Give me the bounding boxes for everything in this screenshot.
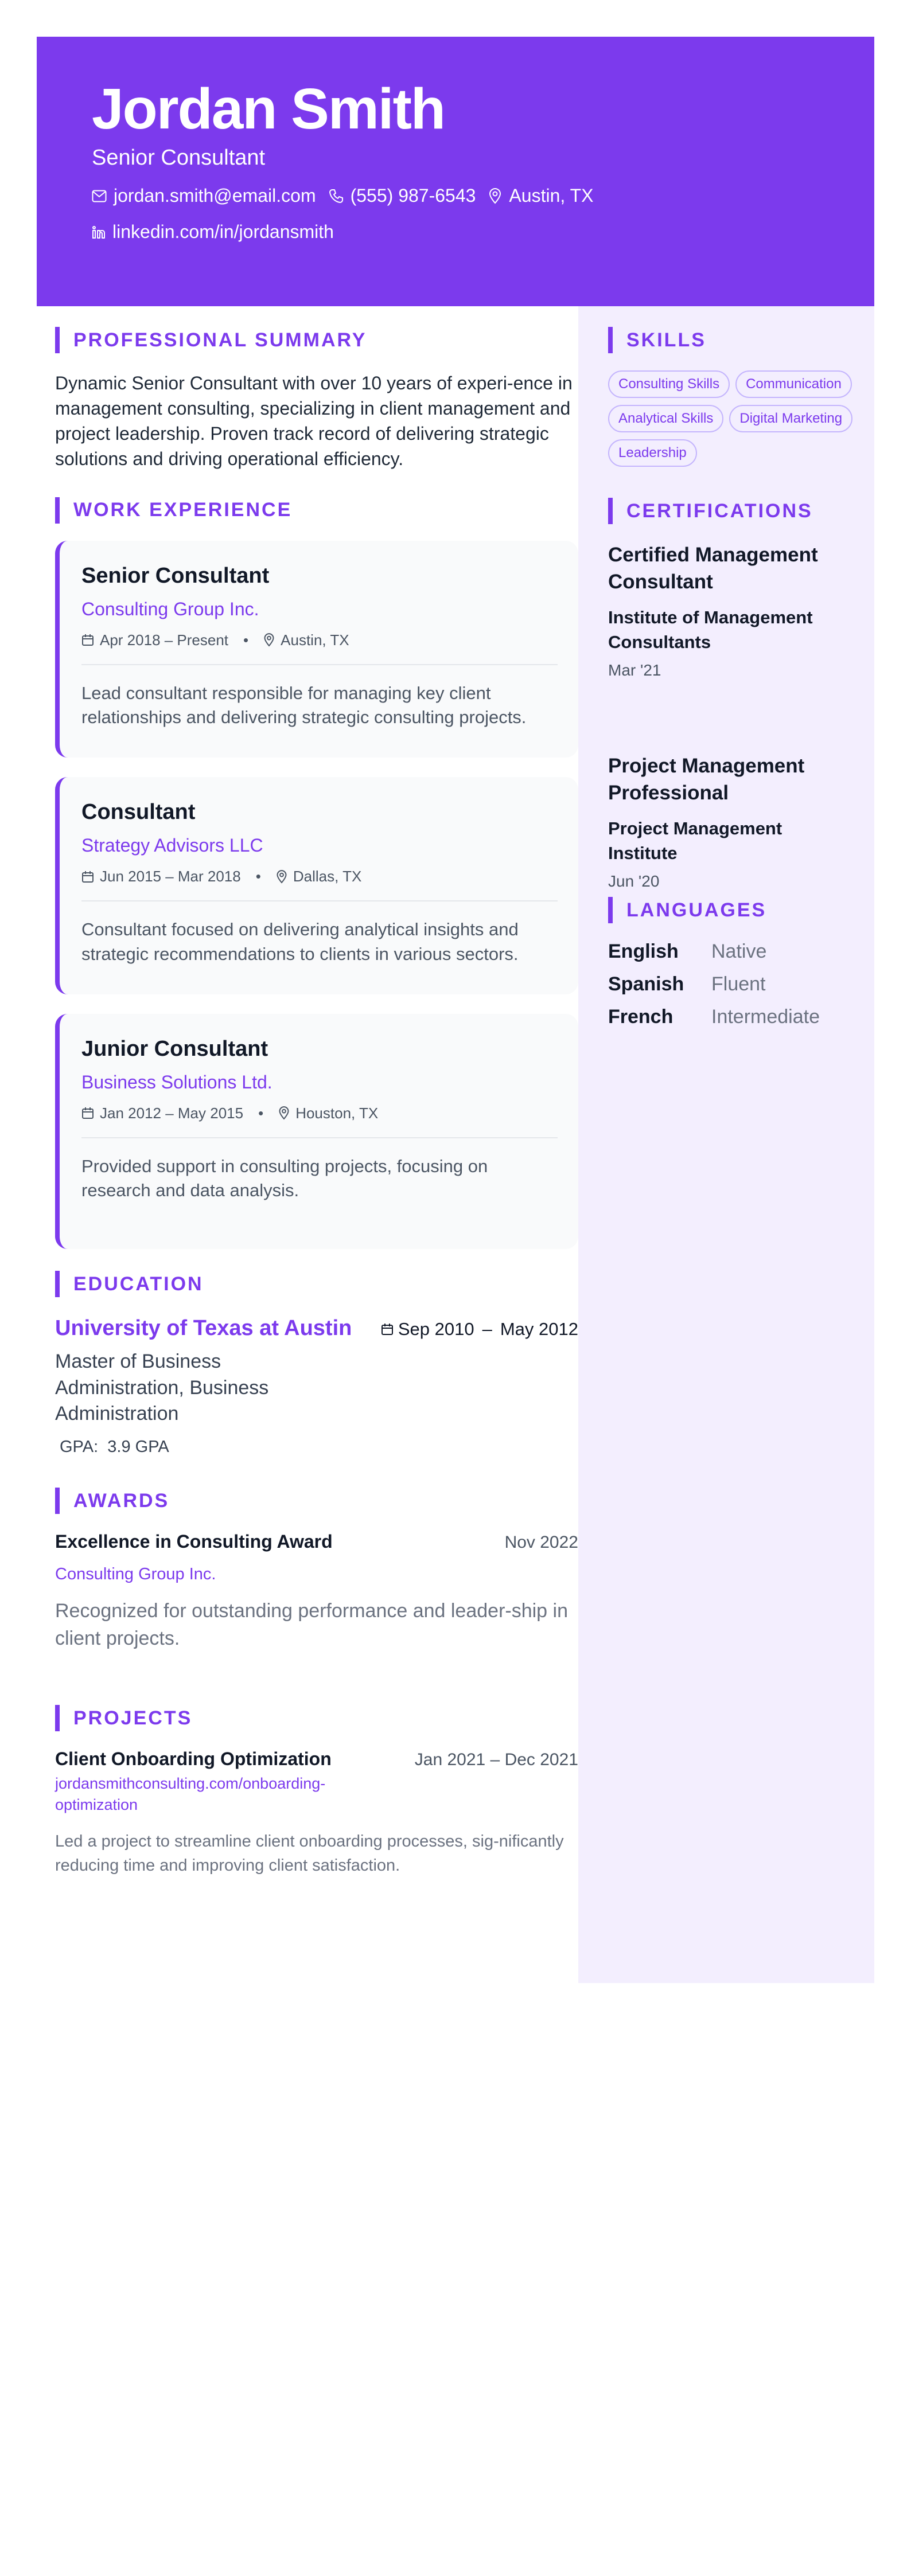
awards-heading [55,1488,578,1514]
award-description: Recognized for outstanding performance and leader-ship in client projects. [55,1600,568,1649]
job-company: Business Solutions Ltd. [81,1071,272,1092]
certification-issuer: Institute of Management Consultants [608,607,813,652]
certifications-heading-text: CERTIFICATIONS [626,499,813,522]
job-description: Lead consultant responsible for managing key client relationships and delivering strategic consulting projects. [81,682,527,728]
language-row [608,973,856,996]
heading-accent-bar [55,497,60,524]
contact-row [92,185,874,206]
project-title: Client Onboarding Optimization [55,1748,332,1770]
heading-accent-bar [608,897,613,923]
sidebar-column [578,306,874,1983]
job-dates: Jan 2012 – May 2015 [100,1104,244,1122]
separator-dot: • [258,1104,264,1122]
projects-heading [55,1705,578,1731]
certification-date: Mar '21 [608,661,661,680]
heading-accent-bar [55,1488,60,1514]
certification-name: Project Management Professional [608,755,805,805]
gpa-value: 3.9 GPA [107,1438,169,1457]
linkedin-contact[interactable] [92,221,334,243]
skill-tag: Analytical Skills [608,405,723,432]
language-level: Intermediate [711,1006,820,1028]
education-end: May 2012 [500,1318,578,1339]
job-card [55,541,578,758]
project-link[interactable]: jordansmithconsulting.com/onboarding-optimization [55,1775,326,1813]
linkedin-text: linkedin.com/in/jordansmith [112,221,334,242]
languages-heading [608,897,856,923]
education-dash: – [482,1318,492,1339]
projects-heading-text: PROJECTS [73,1707,193,1729]
language-level: Fluent [711,973,766,995]
location-contact [488,185,593,206]
gpa-label: GPA: [60,1438,99,1457]
skills-list [608,370,861,474]
linkedin-row [92,221,874,243]
job-location: Houston, TX [295,1104,379,1122]
language-name: English [608,940,679,962]
language-row [608,1006,856,1028]
project-description: Led a project to streamline client onboarding processes, sig-nificantly reducing time and improving client satisfaction. [55,1832,564,1875]
project-entry [55,1748,578,1770]
main-column [37,306,578,1983]
award-entry [55,1531,578,1552]
skill-tag: Consulting Skills [608,370,730,398]
job-dates: Apr 2018 – Present [100,631,229,649]
award-organization: Consulting Group Inc. [55,1565,216,1584]
map-pin-icon [278,1106,290,1120]
certifications-heading [608,498,856,524]
linkedin-icon [92,225,106,239]
language-name: French [608,1006,673,1028]
education-degree: Master of Business Administration, Business Administration [55,1350,269,1425]
calendar-icon [81,871,94,883]
education-start: Sep 2010 [398,1318,474,1339]
job-meta [81,1104,558,1138]
summary-heading [55,327,578,353]
phone-contact[interactable] [329,185,476,206]
job-meta [81,631,558,665]
job-company: Strategy Advisors LLC [81,835,263,856]
job-title: Junior Consultant [81,1036,268,1061]
heading-accent-bar [608,498,613,524]
candidate-name: Jordan Smith [92,77,445,141]
skill-tag: Communication [735,370,852,398]
mail-icon [92,190,107,202]
skills-heading [608,327,856,353]
job-title: Senior Consultant [81,563,270,588]
education-school: University of Texas at Austin [55,1316,352,1341]
project-dates: Jan 2021 – Dec 2021 [414,1750,578,1770]
location-text: Austin, TX [509,185,594,206]
resume-header [37,37,874,306]
heading-accent-bar [55,1705,60,1731]
job-location: Austin, TX [281,631,349,649]
summary-heading-text: PROFESSIONAL SUMMARY [73,329,367,351]
certification-date: Jun '20 [608,872,660,891]
education-dates [381,1316,578,1342]
job-dates: Jun 2015 – Mar 2018 [100,868,241,885]
phone-icon [329,189,344,204]
candidate-title: Senior Consultant [92,146,266,170]
awards-heading-text: AWARDS [73,1489,170,1512]
job-card [55,777,578,994]
summary-text: Dynamic Senior Consultant with over 10 years of experi-ence in management consulting, specializing in client management and project leadership. Proven track record of delivering strategic solutions and driving operational efficiency. [55,373,573,470]
map-pin-icon [276,870,287,884]
map-pin-icon [488,188,502,204]
certification-issuer: Project Management Institute [608,818,782,863]
separator-dot: • [255,868,261,885]
email-text: jordan.smith@email.com [114,185,316,206]
job-title: Consultant [81,800,196,825]
email-contact[interactable] [92,185,316,206]
language-level: Native [711,940,767,962]
heading-accent-bar [608,327,613,353]
separator-dot: • [243,631,249,649]
skill-tag: Leadership [608,439,697,467]
award-date: Nov 2022 [504,1533,578,1552]
certification-entry [608,752,856,891]
map-pin-icon [263,633,275,647]
education-heading-text: EDUCATION [73,1273,204,1295]
education-entry [55,1314,578,1342]
skill-tag: Digital Marketing [729,405,852,432]
calendar-icon [81,634,94,646]
heading-accent-bar [55,1271,60,1297]
phone-text: (555) 987-6543 [350,185,476,206]
experience-heading-text: WORK EXPERIENCE [73,499,293,521]
calendar-icon [381,1323,394,1336]
language-row [608,940,856,963]
certification-entry [608,541,856,729]
job-meta [81,868,558,901]
job-description: Provided support in consulting projects, focusing on research and data analysis. [81,1156,488,1201]
language-name: Spanish [608,973,684,995]
job-description: Consultant focused on delivering analytical insights and strategic recommendations to clients in various sectors. [81,919,519,964]
education-gpa [60,1438,578,1457]
job-location: Dallas, TX [293,868,362,885]
certification-name: Certified Management Consultant [608,544,818,594]
languages-heading-text: LANGUAGES [626,899,767,921]
heading-accent-bar [55,327,60,353]
resume-page [37,37,874,1983]
education-heading [55,1271,578,1297]
award-title: Excellence in Consulting Award [55,1531,333,1552]
skills-heading-text: SKILLS [626,329,706,351]
resume-body [37,306,874,1983]
calendar-icon [81,1107,94,1119]
job-company: Consulting Group Inc. [81,598,259,619]
job-card [55,1014,578,1250]
experience-heading [55,497,578,524]
